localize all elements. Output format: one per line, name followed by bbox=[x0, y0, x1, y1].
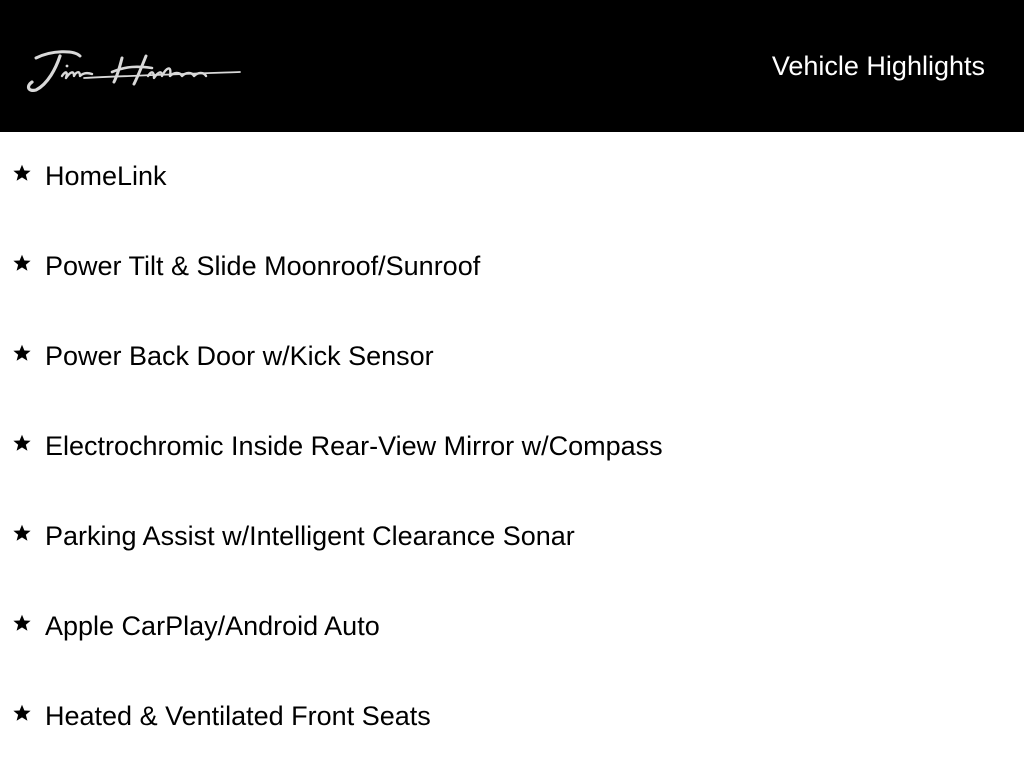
star-icon bbox=[11, 702, 33, 724]
list-item bbox=[0, 492, 1024, 582]
list-item bbox=[0, 582, 1024, 672]
star-icon bbox=[11, 522, 33, 544]
star-icon bbox=[11, 612, 33, 634]
page-title: Vehicle Highlights bbox=[771, 51, 985, 81]
highlight-label: Power Back Door w/Kick Sensor bbox=[45, 341, 434, 371]
list-item bbox=[0, 132, 1024, 222]
highlight-label: HomeLink bbox=[45, 161, 167, 191]
list-item bbox=[0, 672, 1024, 762]
header-banner bbox=[0, 0, 1024, 132]
list-item bbox=[0, 402, 1024, 492]
star-icon bbox=[11, 342, 33, 364]
highlight-label: Heated & Ventilated Front Seats bbox=[45, 701, 431, 731]
star-icon bbox=[11, 252, 33, 274]
highlight-label: Electrochromic Inside Rear-View Mirror w/Compass bbox=[45, 431, 663, 461]
star-icon bbox=[11, 432, 33, 454]
highlight-label: Apple CarPlay/Android Auto bbox=[45, 611, 380, 641]
highlight-label: Parking Assist w/Intelligent Clearance Sonar bbox=[45, 521, 575, 551]
signature-logo bbox=[22, 42, 244, 98]
list-item bbox=[0, 222, 1024, 312]
highlights-list bbox=[0, 132, 1024, 762]
star-icon bbox=[11, 162, 33, 184]
highlight-label: Power Tilt & Slide Moonroof/Sunroof bbox=[45, 251, 481, 281]
list-item bbox=[0, 312, 1024, 402]
